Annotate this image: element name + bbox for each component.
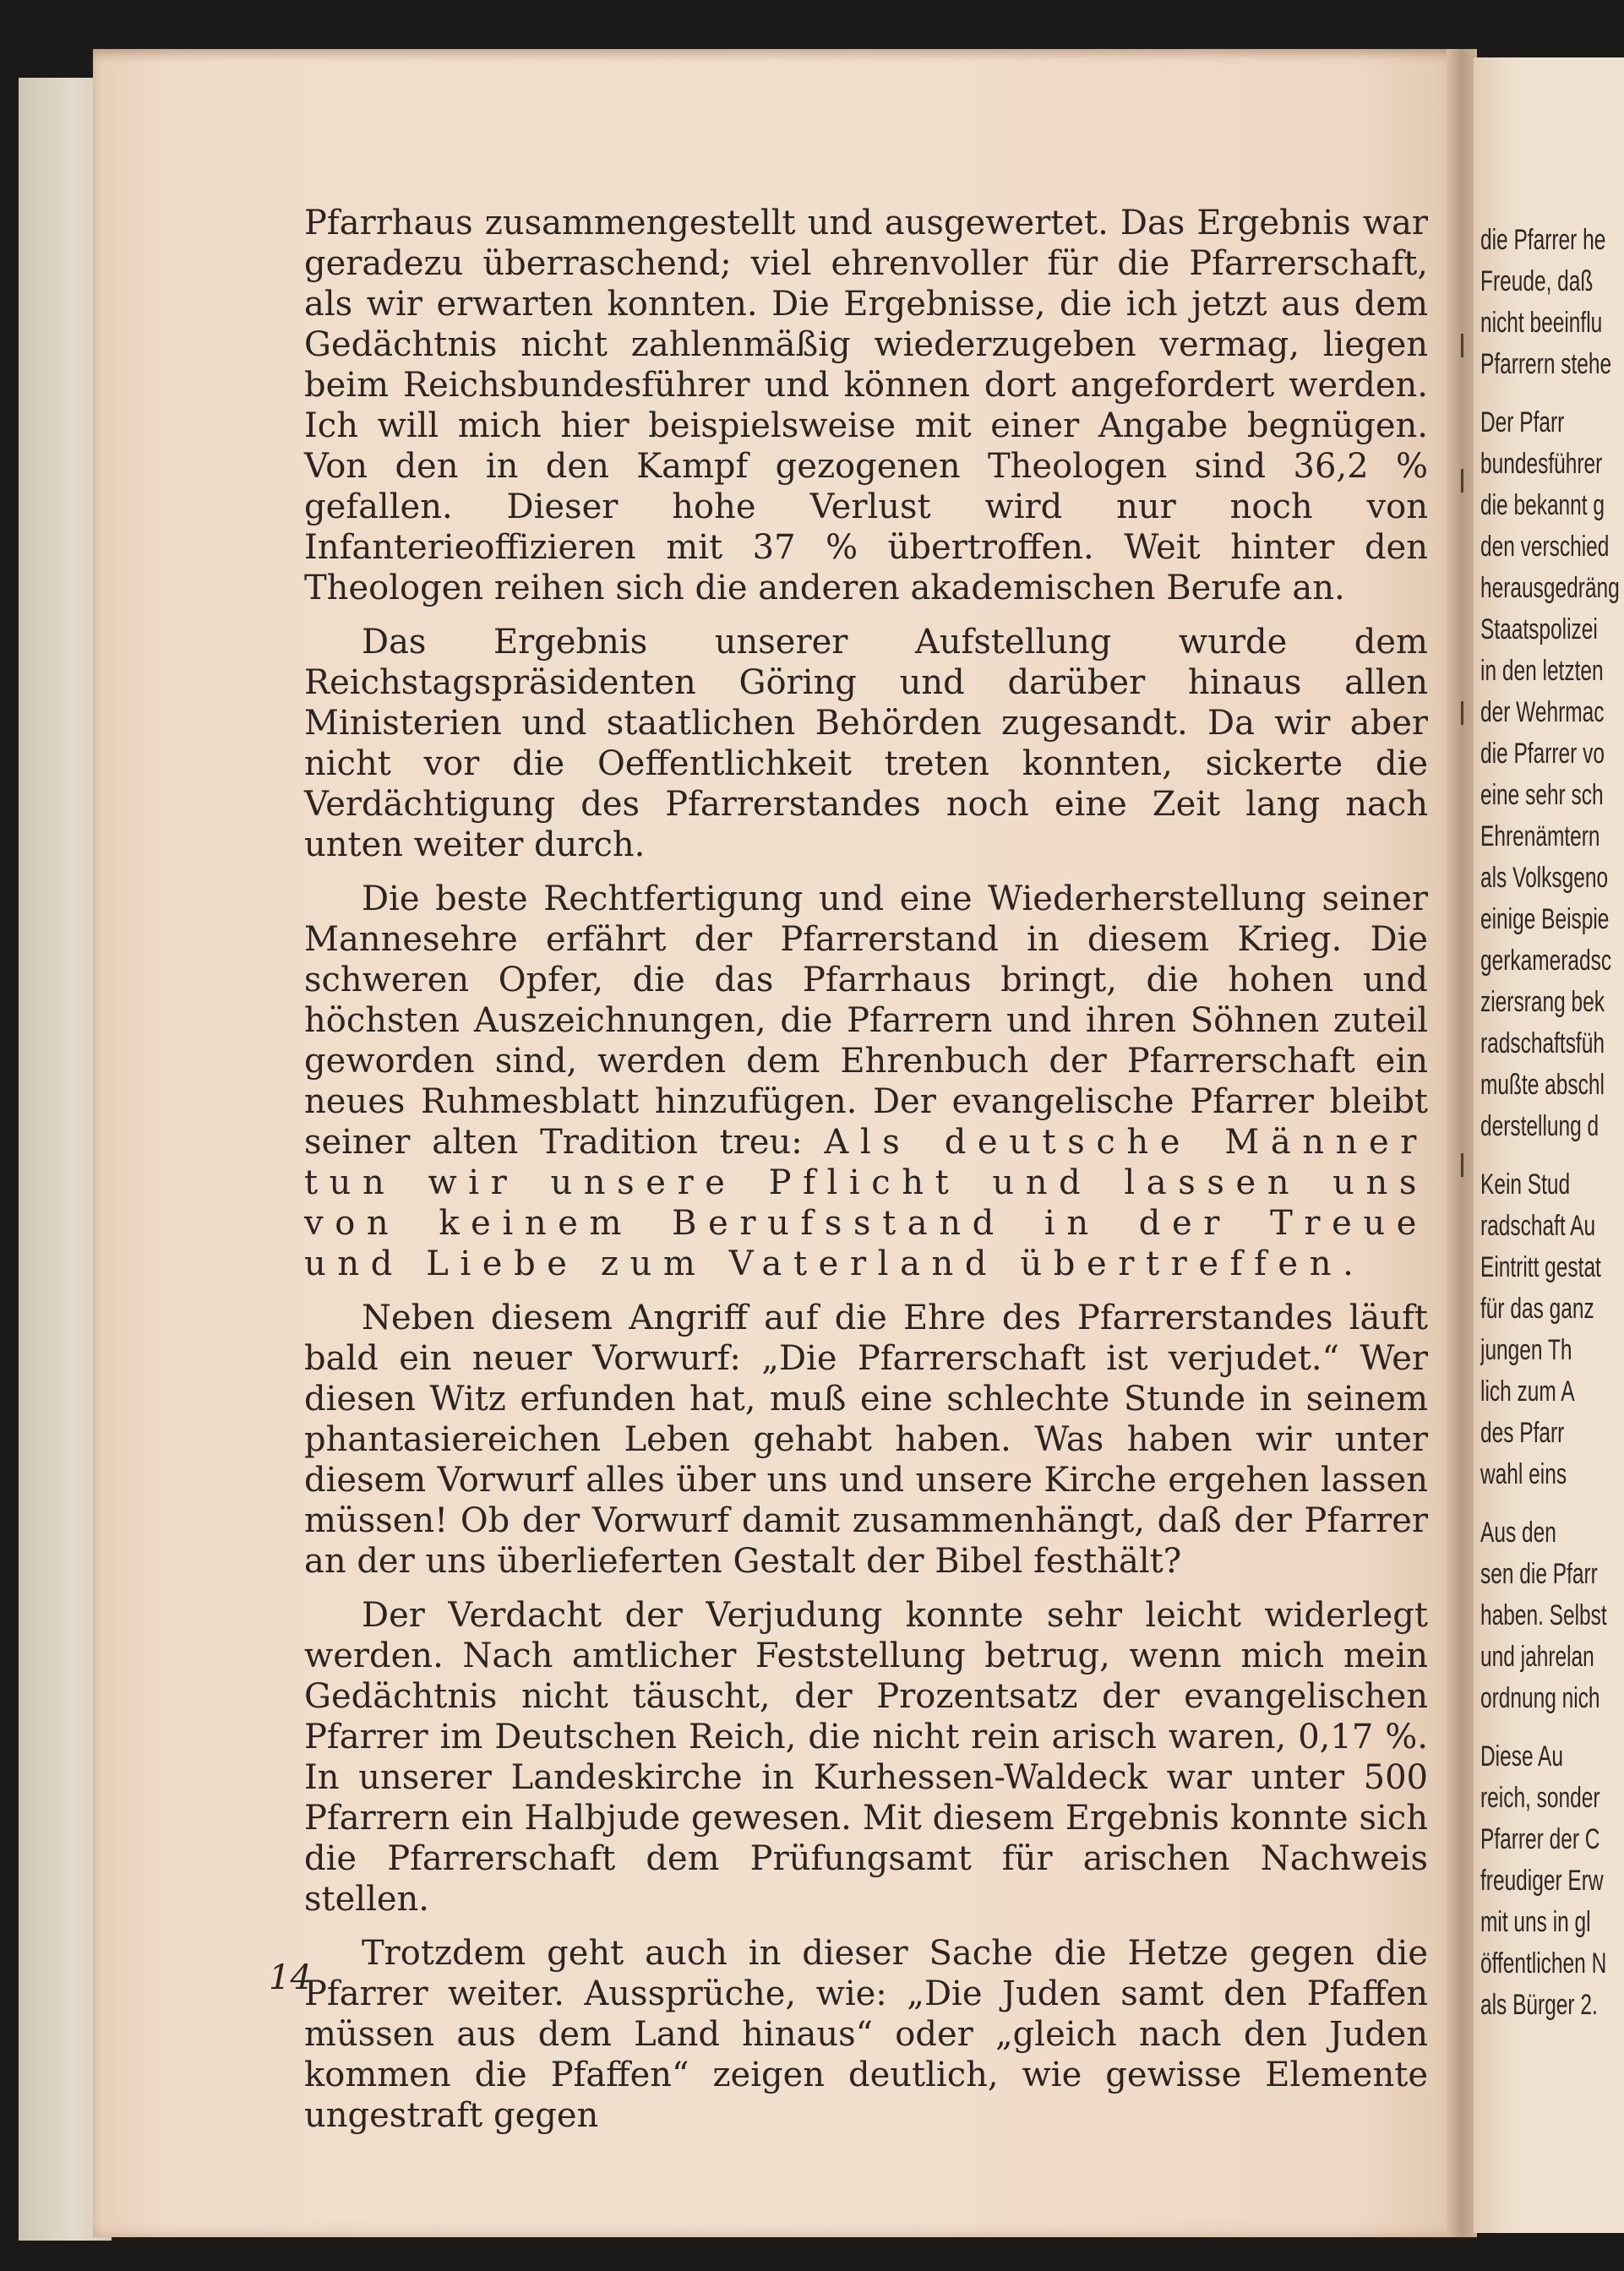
right-page-line: Aus den xyxy=(1480,1517,1556,1549)
book-gutter xyxy=(1447,49,1477,2237)
right-page-line: radschaft Au xyxy=(1480,1210,1596,1242)
right-page-line: Pfarrer der C xyxy=(1480,1823,1600,1855)
paragraph-6: Trotzdem geht auch in dieser Sache die Hetze gegen die Pfarrer weiter. Aussprüche, wie: „Die Juden samt den Pfaffen müssen aus dem Land hinaus“ oder „gleich nach den Juden kommen die Pfaffen“ zeigen deutlich, wie gewisse Elemente ungestraft gegen xyxy=(304,1934,1428,2135)
right-page-line: mußte abschl xyxy=(1480,1069,1605,1101)
right-page-line: herausgedräng xyxy=(1480,572,1620,604)
paragraph-5: Der Verdacht der Verjudung konnte sehr leicht widerlegt werden. Nach amtlicher Feststellung betrug, wenn mich mein Gedächtnis nicht täuscht, der Prozentsatz der evangelischen Pfarrer im Deutschen Reich, die nicht rein arisch waren, 0,17 %. In unserer Landeskirche in Kurhessen-Waldeck war unter 500 Pfarrern ein Halbjude gewesen. Mit diesem Ergebnis konnte sich die Pfarrerschaft dem Prüfungsamt für arischen Nachweis stellen. xyxy=(304,1596,1428,1919)
right-page-line: lich zum A xyxy=(1480,1375,1575,1408)
paragraph-gap xyxy=(1480,385,1624,402)
right-page-line: als Bürger 2. xyxy=(1480,1989,1598,2021)
right-page-line: derstellung d xyxy=(1480,1110,1599,1142)
page-number: 14 xyxy=(269,1958,312,1997)
paragraph-3-text: Die beste Rechtfertigung und eine Wiederherstellung seiner Mannesehre erfährt der Pfarrerstand in diesem Krieg. Die schweren Opfer, die das Pfarrhaus bringt, die hohen und höchsten Auszeichnungen, die Pfarrern und ihren Söhnen zuteil geworden sind, werden dem Ehrenbuch der Pfarrerschaft ein neues Ruhmesblatt hinzufügen. Der evangelische Pfarrer bleibt seiner alten Tradition treu: xyxy=(304,880,1428,1162)
right-page-line: gerkameradsc xyxy=(1480,945,1612,977)
right-page-line: haben. Selbst xyxy=(1480,1599,1607,1631)
margin-mark xyxy=(1461,469,1463,493)
right-page-line: reich, sonder xyxy=(1480,1782,1600,1814)
margin-mark xyxy=(1461,334,1463,357)
right-page-line: Freude, daß xyxy=(1480,265,1594,297)
right-page-line: sen die Pfarr xyxy=(1480,1558,1598,1590)
right-page-line: eine sehr sch xyxy=(1480,779,1604,811)
right-page-line: der Wehrmac xyxy=(1480,696,1605,728)
right-page-line: radschaftsfüh xyxy=(1480,1027,1605,1059)
paragraph-gap xyxy=(1480,1719,1624,1736)
paragraph-1: Pfarrhaus zusammengestellt und ausgewertet. Das Ergebnis war geradezu überraschend; viel ehrenvoller für die Pfarrerschaft, als wir erwarten konnten. Die Ergebnisse, die ich jetzt aus dem Gedächtnis nicht zahlenmäßig wiederzugeben vermag, liegen beim Reichsbundesführer und können dort angefordert werden. Ich will mich hier beispielsweise mit einer Angabe begnügen. Von den in den Kampf gezogenen Theologen sind 36,2 % gefallen. Dieser hohe Verlust wird nur noch von Infanterieoffizieren mit 37 % übertroffen. Weit hinter den Theologen reihen sich die anderen akademischen Berufe an. xyxy=(304,204,1428,607)
right-page-line: Pfarrern stehe xyxy=(1480,348,1612,380)
right-page-line: freudiger Erw xyxy=(1480,1865,1604,1897)
paragraph-gap xyxy=(1480,1147,1624,1164)
right-page-line: öffentlichen N xyxy=(1480,1947,1607,1980)
margin-mark xyxy=(1461,701,1463,725)
right-page-line: und jahrelan xyxy=(1480,1641,1594,1673)
right-page-line: Der Pfarr xyxy=(1480,406,1565,438)
right-page-line: Eintritt gestat xyxy=(1480,1251,1601,1283)
right-page-line: Staatspolizei xyxy=(1480,613,1598,645)
right-page-line: Kein Stud xyxy=(1480,1168,1571,1201)
paragraph-gap xyxy=(1480,1495,1624,1512)
right-page-line: für das ganz xyxy=(1480,1293,1594,1325)
right-page-line: Diese Au xyxy=(1480,1740,1563,1773)
right-page-line: ordnung nich xyxy=(1480,1682,1600,1714)
right-page-line: nicht beeinflu xyxy=(1480,307,1603,339)
right-page-line: den verschied xyxy=(1480,531,1610,563)
right-page-line: die Pfarrer vo xyxy=(1480,738,1605,770)
right-page-line: die Pfarrer he xyxy=(1480,224,1606,256)
right-page-line: bundesführer xyxy=(1480,448,1603,480)
right-page-line: ziersrang bek xyxy=(1480,986,1605,1018)
paragraph-2: Das Ergebnis unserer Aufstellung wurde dem Reichstagspräsidenten Göring und darüber hinaus allen Ministerien und staatlichen Behörden zugesandt. Da wir aber nicht vor die Oeffentlichkeit treten konnten, sickerte die Verdächtigung des Pfarrerstandes noch eine Zeit lang nach unten weiter durch. xyxy=(304,623,1428,864)
right-page-line: Ehrenämtern xyxy=(1480,820,1600,852)
right-page-line: als Volksgeno xyxy=(1480,862,1609,894)
right-page-partial-text xyxy=(1480,220,1624,2026)
paragraph-4: Neben diesem Angriff auf die Ehre des Pfarrerstandes läuft bald ein neuer Vorwurf: „Die Pfarrerschaft ist verjudet.“ Wer diesen Witz erfunden hat, muß eine schlechte Stunde in seinem phantasiereichen Leben gehabt haben. Was haben wir unter diesem Vorwurf alles über uns und unsere Kirche ergehen lassen müssen! Ob der Vorwurf damit zusammenhängt, daß der Pfarrer an der uns überlieferten Gestalt der Bibel festhält? xyxy=(304,1299,1428,1581)
paragraph-3 xyxy=(304,879,1428,1284)
margin-mark xyxy=(1461,1153,1463,1177)
page-body-text xyxy=(304,203,1428,2149)
right-page-line: des Pfarr xyxy=(1480,1417,1565,1449)
paragraph-3-spaced-emphasis: Als deutsche Männer tun wir unsere Pflicht und lassen uns von keinem Berufsstand in der Treue und Liebe zum Vaterland übertreffen. xyxy=(304,1123,1429,1283)
right-page-line: mit uns in gl xyxy=(1480,1906,1591,1938)
right-page-line: einige Beispie xyxy=(1480,903,1610,935)
right-page-line: wahl eins xyxy=(1480,1458,1567,1490)
right-page-line: in den letzten xyxy=(1480,655,1604,687)
right-page-line: die bekannt g xyxy=(1480,489,1605,521)
right-page-line: jungen Th xyxy=(1480,1334,1572,1366)
